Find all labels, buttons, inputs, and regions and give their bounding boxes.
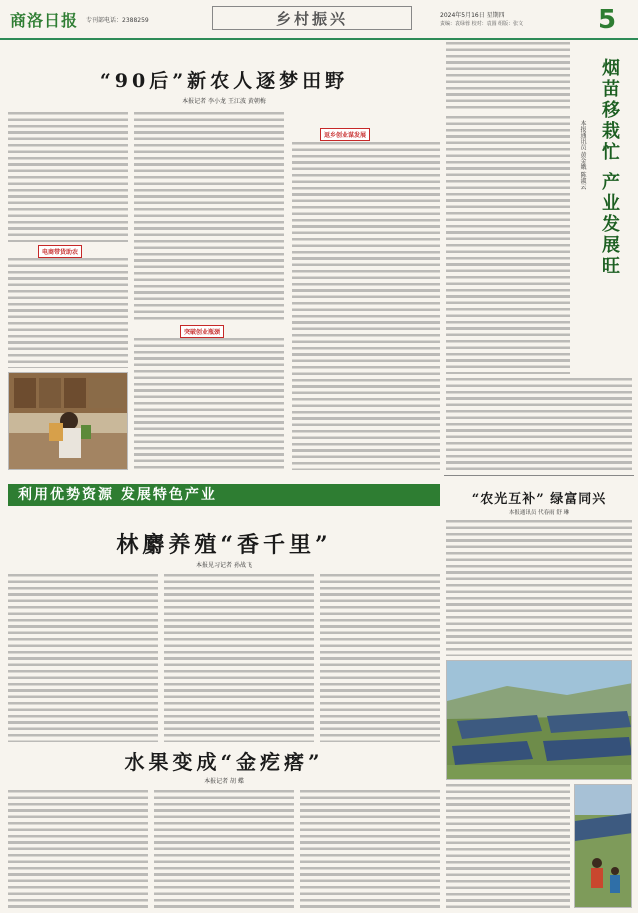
- issue-date: 2024年5月16日 星期四: [440, 12, 505, 19]
- story3-text-col3: [320, 574, 440, 742]
- story3-text-col2: [164, 574, 314, 742]
- story1-text-col2b: [134, 338, 284, 470]
- story5-text-col3: [300, 790, 440, 908]
- section-title: 乡村振兴: [212, 6, 412, 30]
- story2-byline: 本报通讯员 黄金娥 陈淑云: [579, 120, 586, 190]
- story1-title: “90后”新农人逐梦田野: [99, 70, 349, 92]
- story2-text-bottom: [446, 378, 632, 470]
- story4-byline: 本报通讯员 代春雨 舒 琳: [508, 510, 570, 516]
- story3-byline: 本报见习记者 孙战飞: [196, 562, 252, 569]
- story-divider: [444, 475, 634, 476]
- page-number: 5: [598, 5, 617, 35]
- story3-title: 林麝养殖“香千里”: [116, 532, 332, 558]
- story1-text-col3: [292, 142, 440, 470]
- story1-subhead-1: 电商带货助农: [38, 245, 82, 258]
- story1-photo-tea-shop: [8, 372, 128, 470]
- story4-photo-solar-field: [446, 660, 632, 780]
- story1-byline: 本报记者 李小龙 王江波 黄朝梅: [182, 98, 266, 105]
- story4-text-top: [446, 520, 632, 656]
- story1-text-col2: [134, 112, 284, 322]
- story1-subhead-3: 突破创业瓶颈: [180, 325, 224, 338]
- story4-title: “农光互补” 绿富同兴: [471, 492, 607, 507]
- editor-credits: 责编：袁绿蓉 校对：袁圆 组版：张文: [440, 21, 524, 27]
- story5-text-col2: [154, 790, 294, 908]
- newspaper-logo: 商洛日报: [10, 11, 79, 30]
- story2-title: 烟苗移栽忙 产业发展旺: [599, 58, 620, 278]
- story5-title: 水果变成“金疙瘩”: [124, 750, 324, 774]
- story1-text-col1: [8, 112, 128, 242]
- story4-photo-workers: [574, 784, 632, 908]
- masthead: [0, 0, 638, 40]
- story4-text-bottom: [446, 784, 570, 908]
- story3-text-col1: [8, 574, 158, 742]
- feature-band: 利用优势资源 发展特色产业: [8, 484, 440, 506]
- story1-subhead-2: 返乡创业谋发展: [320, 128, 370, 141]
- story2-text-col: [446, 116, 570, 374]
- story1-text-col1b: [8, 258, 128, 368]
- story5-byline: 本报记者 胡 蝶: [204, 778, 244, 785]
- hotline: 专刊部电话：2388259: [86, 17, 149, 24]
- story5-text-col1: [8, 790, 148, 908]
- story2-text-top: [446, 42, 570, 112]
